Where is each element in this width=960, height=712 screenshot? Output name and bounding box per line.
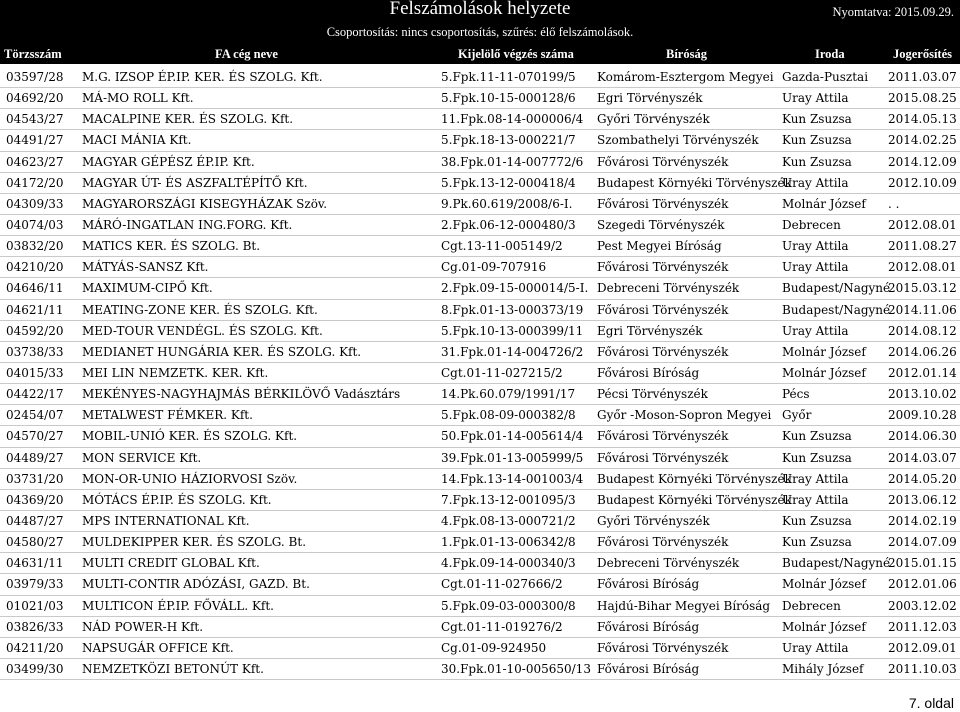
order-number-cell: 5.Fpk.10-15-000128/6 [441, 91, 576, 106]
torzsszam-cell: 03738/33 [6, 344, 64, 359]
office-cell: Uray Attila [782, 492, 849, 507]
office-cell: Mihály József [782, 661, 864, 676]
office-cell: Molnár József [782, 344, 866, 359]
print-date: Nyomtatva: 2015.09.29. [832, 5, 954, 19]
court-cell: Pécsi Törvényszék [597, 387, 708, 402]
table-row [0, 173, 960, 194]
table-row [0, 574, 960, 595]
torzsszam-cell: 03979/33 [6, 577, 64, 592]
finalization-date-cell: 2013.10.02 [888, 387, 957, 402]
order-number-cell: Cgt.01-11-027215/2 [441, 365, 563, 380]
office-cell: Budapest/Nagyné [782, 281, 891, 296]
order-number-cell: 2.Fpk.06-12-000480/3 [441, 217, 576, 232]
order-number-cell: 1.Fpk.01-13-006342/8 [441, 535, 576, 550]
finalization-date-cell: 2012.08.01 [888, 260, 957, 275]
torzsszam-cell: 04369/20 [6, 492, 64, 507]
order-number-cell: 14.Pk.60.079/1991/17 [441, 387, 576, 402]
table-row [0, 405, 960, 426]
table-row [0, 426, 960, 447]
table-row [0, 236, 960, 257]
court-cell: Pest Megyei Bíróság [597, 239, 722, 254]
company-name-cell: MEATING-ZONE KER. ÉS SZOLG. Kft. [82, 302, 318, 317]
company-name-cell: MAGYAR GÉPÉSZ ÉP.IP. Kft. [82, 154, 255, 169]
table-row [0, 278, 960, 299]
table-row [0, 152, 960, 173]
office-cell: Molnár József [782, 577, 866, 592]
finalization-date-cell: 2011.10.03 [888, 661, 957, 676]
court-cell: Szombathelyi Törvényszék [597, 133, 759, 148]
company-name-cell: MATICS KER. ÉS SZOLG. Bt. [82, 239, 261, 254]
office-cell: Budapest/Nagyné [782, 302, 891, 317]
table-row [0, 321, 960, 342]
finalization-date-cell: 2009.10.28 [888, 408, 957, 423]
finalization-date-cell: 2014.08.12 [888, 323, 957, 338]
report-subtitle: Csoportosítás: nincs csoportosítás, szűrés: élő felszámolások. [326, 25, 634, 39]
torzsszam-cell: 04631/11 [6, 556, 64, 571]
company-name-cell: NAPSUGÁR OFFICE Kft. [82, 640, 234, 655]
finalization-date-cell: 2014.03.07 [888, 450, 957, 465]
order-number-cell: 39.Fpk.01-13-005999/5 [441, 450, 584, 465]
order-number-cell: Cgt.01-11-027666/2 [441, 577, 563, 592]
table-header [0, 44, 960, 64]
company-name-cell: NEMZETKÖZI BETONÚT Kft. [82, 661, 264, 676]
office-cell: Kun Zsuzsa [782, 513, 852, 528]
company-name-cell: MÁ-MO ROLL Kft. [82, 91, 194, 106]
table-row [0, 109, 960, 130]
torzsszam-cell: 03597/28 [6, 70, 64, 84]
court-cell: Győri Törvényszék [597, 513, 710, 528]
finalization-date-cell: 2011.03.07 [888, 70, 957, 84]
table-row [0, 88, 960, 109]
finalization-date-cell: 2014.06.30 [888, 429, 957, 444]
office-cell: Kun Zsuzsa [782, 450, 852, 465]
court-cell: Fővárosi Törvényszék [597, 344, 729, 359]
company-name-cell: MED-TOUR VENDÉGL. ÉS SZOLG. Kft. [82, 323, 323, 338]
order-number-cell: Cg.01-09-924950 [441, 640, 547, 655]
finalization-date-cell: 2012.09.01 [888, 640, 957, 655]
office-cell: Molnár József [782, 365, 866, 380]
office-cell: Debrecen [782, 598, 841, 613]
finalization-date-cell: 2014.05.20 [888, 471, 957, 486]
finalization-date-cell: 2015.01.15 [888, 556, 957, 571]
court-cell: Egri Törvényszék [597, 91, 703, 106]
order-number-cell: 30.Fpk.01-10-005650/13 [441, 661, 591, 676]
company-name-cell: MULDEKIPPER KER. ÉS SZOLG. Bt. [82, 535, 307, 550]
order-number-cell: Cg.01-09-707916 [441, 260, 547, 275]
torzsszam-cell: 04491/27 [6, 133, 64, 148]
torzsszam-cell: 03499/30 [6, 661, 64, 676]
court-cell: Fővárosi Bíróság [597, 577, 700, 592]
torzsszam-cell: 03826/33 [6, 619, 64, 634]
finalization-date-cell: 2014.06.26 [888, 344, 957, 359]
office-cell: Kun Zsuzsa [782, 112, 852, 127]
office-cell: Molnár József [782, 196, 866, 211]
torzsszam-cell: 03731/20 [6, 471, 64, 486]
table-row [0, 67, 960, 88]
torzsszam-cell: 04592/20 [6, 323, 64, 338]
table-row [0, 215, 960, 236]
court-cell: Győr -Moson-Sopron Megyei [597, 408, 772, 423]
court-cell: Egri Törvényszék [597, 323, 703, 338]
court-cell: Budapest Környéki Törvényszék [597, 492, 792, 507]
court-cell: Budapest Környéki Törvényszék [597, 175, 792, 190]
table-row [0, 342, 960, 363]
table-row [0, 490, 960, 511]
table-row [0, 194, 960, 215]
court-cell: Fővárosi Törvényszék [597, 302, 729, 317]
court-cell: Fővárosi Törvényszék [597, 154, 729, 169]
torzsszam-cell: 04623/27 [6, 154, 64, 169]
office-cell: Győr [782, 408, 812, 423]
finalization-date-cell: 2012.10.09 [888, 175, 957, 190]
torzsszam-cell: 04570/27 [6, 429, 64, 444]
report-header [0, 0, 960, 44]
torzsszam-cell: 04621/11 [6, 302, 64, 317]
table-row [0, 363, 960, 384]
finalization-date-cell: 2012.01.06 [888, 577, 957, 592]
office-cell: Uray Attila [782, 640, 849, 655]
table-row [0, 659, 960, 680]
office-cell: Kun Zsuzsa [782, 535, 852, 550]
torzsszam-cell: 03832/20 [6, 239, 64, 254]
table-row [0, 130, 960, 151]
company-name-cell: MÓTÁCS ÉP.IP. ÉS SZOLG. Kft. [82, 492, 272, 507]
torzsszam-cell: 04309/33 [6, 196, 64, 211]
court-cell: Fővárosi Törvényszék [597, 640, 729, 655]
court-cell: Debreceni Törvényszék [597, 281, 740, 296]
office-cell: Kun Zsuzsa [782, 429, 852, 444]
column-header-torzsszam: Törzsszám [4, 47, 62, 61]
office-cell: Molnár József [782, 619, 866, 634]
order-number-cell: 8.Fpk.01-13-000373/19 [441, 302, 584, 317]
torzsszam-cell: 04692/20 [6, 91, 64, 106]
table-row [0, 257, 960, 278]
finalization-date-cell: 2015.03.12 [888, 281, 957, 296]
finalization-date-cell: 2014.05.13 [888, 112, 957, 127]
office-cell: Uray Attila [782, 239, 849, 254]
torzsszam-cell: 04487/27 [6, 513, 64, 528]
torzsszam-cell: 01021/03 [6, 598, 64, 613]
order-number-cell: 38.Fpk.01-14-007772/6 [441, 154, 584, 169]
order-number-cell: 5.Fpk.18-13-000221/7 [441, 133, 576, 148]
office-cell: Uray Attila [782, 323, 849, 338]
torzsszam-cell: 04543/27 [6, 112, 64, 127]
court-cell: Fővárosi Törvényszék [597, 196, 729, 211]
office-cell: Uray Attila [782, 260, 849, 275]
column-header-court: Bíróság [666, 47, 707, 61]
column-header-finalization: Jogerősítés [893, 47, 953, 61]
order-number-cell: Cgt.13-11-005149/2 [441, 239, 563, 254]
order-number-cell: 4.Fpk.08-13-000721/2 [441, 513, 576, 528]
table-row [0, 384, 960, 405]
finalization-date-cell: 2012.01.14 [888, 365, 957, 380]
table-row [0, 553, 960, 574]
torzsszam-cell: 04422/17 [6, 387, 64, 402]
order-number-cell: 4.Fpk.09-14-000340/3 [441, 556, 576, 571]
court-cell: Fővárosi Bíróság [597, 365, 700, 380]
court-cell: Szegedi Törvényszék [597, 217, 725, 232]
office-cell: Uray Attila [782, 471, 849, 486]
court-cell: Győri Törvényszék [597, 112, 710, 127]
torzsszam-cell: 04211/20 [6, 640, 64, 655]
table-row [0, 448, 960, 469]
company-name-cell: MEDIANET HUNGÁRIA KER. ÉS SZOLG. Kft. [82, 344, 362, 359]
finalization-date-cell: 2014.11.06 [888, 302, 957, 317]
table-row [0, 596, 960, 617]
court-cell: Debreceni Törvényszék [597, 556, 740, 571]
company-name-cell: MPS INTERNATIONAL Kft. [82, 513, 250, 528]
torzsszam-cell: 04172/20 [6, 175, 64, 190]
table-row [0, 532, 960, 553]
finalization-date-cell: 2014.02.25 [888, 133, 957, 148]
order-number-cell: 14.Fpk.13-14-001003/4 [441, 471, 584, 486]
company-name-cell: MEI LIN NEMZETK. KER. Kft. [82, 365, 269, 380]
table-row [0, 511, 960, 532]
table-row [0, 469, 960, 490]
table-row [0, 638, 960, 659]
court-cell: Fővárosi Törvényszék [597, 260, 729, 275]
company-name-cell: METALWEST FÉMKER. Kft. [82, 408, 253, 423]
page-number: 7. oldal [908, 695, 954, 711]
column-header-office: Iroda [815, 47, 845, 61]
company-name-cell: M.G. IZSOP ÉP.IP. KER. ÉS SZOLG. Kft. [82, 70, 323, 84]
office-cell: Kun Zsuzsa [782, 154, 852, 169]
order-number-cell: 5.Fpk.09-03-000300/8 [441, 598, 576, 613]
office-cell: Budapest/Nagyné [782, 556, 891, 571]
torzsszam-cell: 02454/07 [6, 408, 64, 423]
company-name-cell: MAGYARORSZÁGI KISEGYHÁZAK Szöv. [82, 196, 328, 211]
column-header-order-number: Kijelölő végzés száma [458, 47, 574, 61]
company-name-cell: MON-OR-UNIO HÁZIORVOSI Szöv. [82, 471, 298, 486]
finalization-date-cell: 2014.02.19 [888, 513, 957, 528]
court-cell: Fővárosi Bíróság [597, 619, 700, 634]
order-number-cell: Cgt.01-11-019276/2 [441, 619, 563, 634]
company-name-cell: MULTI CREDIT GLOBAL Kft. [82, 556, 260, 571]
column-header-company: FA cég neve [215, 47, 278, 61]
court-cell: Hajdú-Bihar Megyei Bíróság [597, 598, 771, 613]
court-cell: Budapest Környéki Törvényszék [597, 471, 792, 486]
court-cell: Fővárosi Bíróság [597, 661, 700, 676]
company-name-cell: MÁRÓ-INGATLAN ING.FORG. Kft. [82, 217, 293, 232]
finalization-date-cell: 2013.06.12 [888, 492, 957, 507]
finalization-date-cell: 2015.08.25 [888, 91, 957, 106]
office-cell: Uray Attila [782, 91, 849, 106]
court-cell: Komárom-Esztergom Megyei [597, 70, 774, 84]
order-number-cell: 2.Fpk.09-15-000014/5-I. [441, 281, 589, 296]
finalization-date-cell: . . [888, 196, 900, 211]
order-number-cell: 5.Fpk.10-13-000399/11 [441, 323, 584, 338]
finalization-date-cell: 2012.08.01 [888, 217, 957, 232]
company-name-cell: MACALPINE KER. ÉS SZOLG. Kft. [82, 112, 294, 127]
company-name-cell: MON SERVICE Kft. [82, 450, 202, 465]
order-number-cell: 9.Pk.60.619/2008/6-I. [441, 196, 573, 211]
order-number-cell: 11.Fpk.08-14-000006/4 [441, 112, 584, 127]
report-title: Felszámolások helyzete [389, 0, 571, 19]
torzsszam-cell: 04580/27 [6, 535, 64, 550]
table-body [0, 67, 960, 680]
finalization-date-cell: 2003.12.02 [888, 598, 957, 613]
finalization-date-cell: 2011.12.03 [888, 619, 957, 634]
company-name-cell: MEKÉNYES-NAGYHAJMÁS BÉRKILÖVŐ Vadásztárs [82, 387, 401, 402]
order-number-cell: 7.Fpk.13-12-001095/3 [441, 492, 576, 507]
court-cell: Fővárosi Törvényszék [597, 535, 729, 550]
company-name-cell: MAXIMUM-CIPŐ Kft. [82, 281, 213, 296]
table-row [0, 300, 960, 321]
company-name-cell: MACI MÁNIA Kft. [82, 133, 192, 148]
torzsszam-cell: 04015/33 [6, 365, 64, 380]
finalization-date-cell: 2011.08.27 [888, 239, 957, 254]
torzsszam-cell: 04646/11 [6, 281, 64, 296]
company-name-cell: NÁD POWER-H Kft. [82, 619, 204, 634]
office-cell: Uray Attila [782, 175, 849, 190]
order-number-cell: 50.Fpk.01-14-005614/4 [441, 429, 584, 444]
office-cell: Pécs [782, 387, 810, 402]
company-name-cell: MÁTYÁS-SANSZ Kft. [82, 260, 209, 275]
order-number-cell: 5.Fpk.13-12-000418/4 [441, 175, 576, 190]
torzsszam-cell: 04074/03 [6, 217, 64, 232]
table-row [0, 617, 960, 638]
order-number-cell: 31.Fpk.01-14-004726/2 [441, 344, 584, 359]
order-number-cell: 5.Fpk.08-09-000382/8 [441, 408, 576, 423]
court-cell: Fővárosi Törvényszék [597, 429, 729, 444]
office-cell: Kun Zsuzsa [782, 133, 852, 148]
finalization-date-cell: 2014.07.09 [888, 535, 957, 550]
company-name-cell: MAGYAR ÚT- ÉS ASZFALTÉPÍTŐ Kft. [82, 175, 308, 190]
company-name-cell: MULTICON ÉP.IP. FŐVÁLL. Kft. [82, 598, 274, 613]
company-name-cell: MOBIL-UNIÓ KER. ÉS SZOLG. Kft. [82, 429, 298, 444]
torzsszam-cell: 04489/27 [6, 450, 64, 465]
torzsszam-cell: 04210/20 [6, 260, 64, 275]
company-name-cell: MULTI-CONTIR ADÓZÁSI, GAZD. Bt. [82, 577, 310, 592]
order-number-cell: 5.Fpk.11-11-070199/5 [441, 70, 576, 84]
finalization-date-cell: 2014.12.09 [888, 154, 957, 169]
office-cell: Debrecen [782, 217, 841, 232]
court-cell: Fővárosi Törvényszék [597, 450, 729, 465]
office-cell: Gazda-Pusztai [782, 70, 869, 84]
